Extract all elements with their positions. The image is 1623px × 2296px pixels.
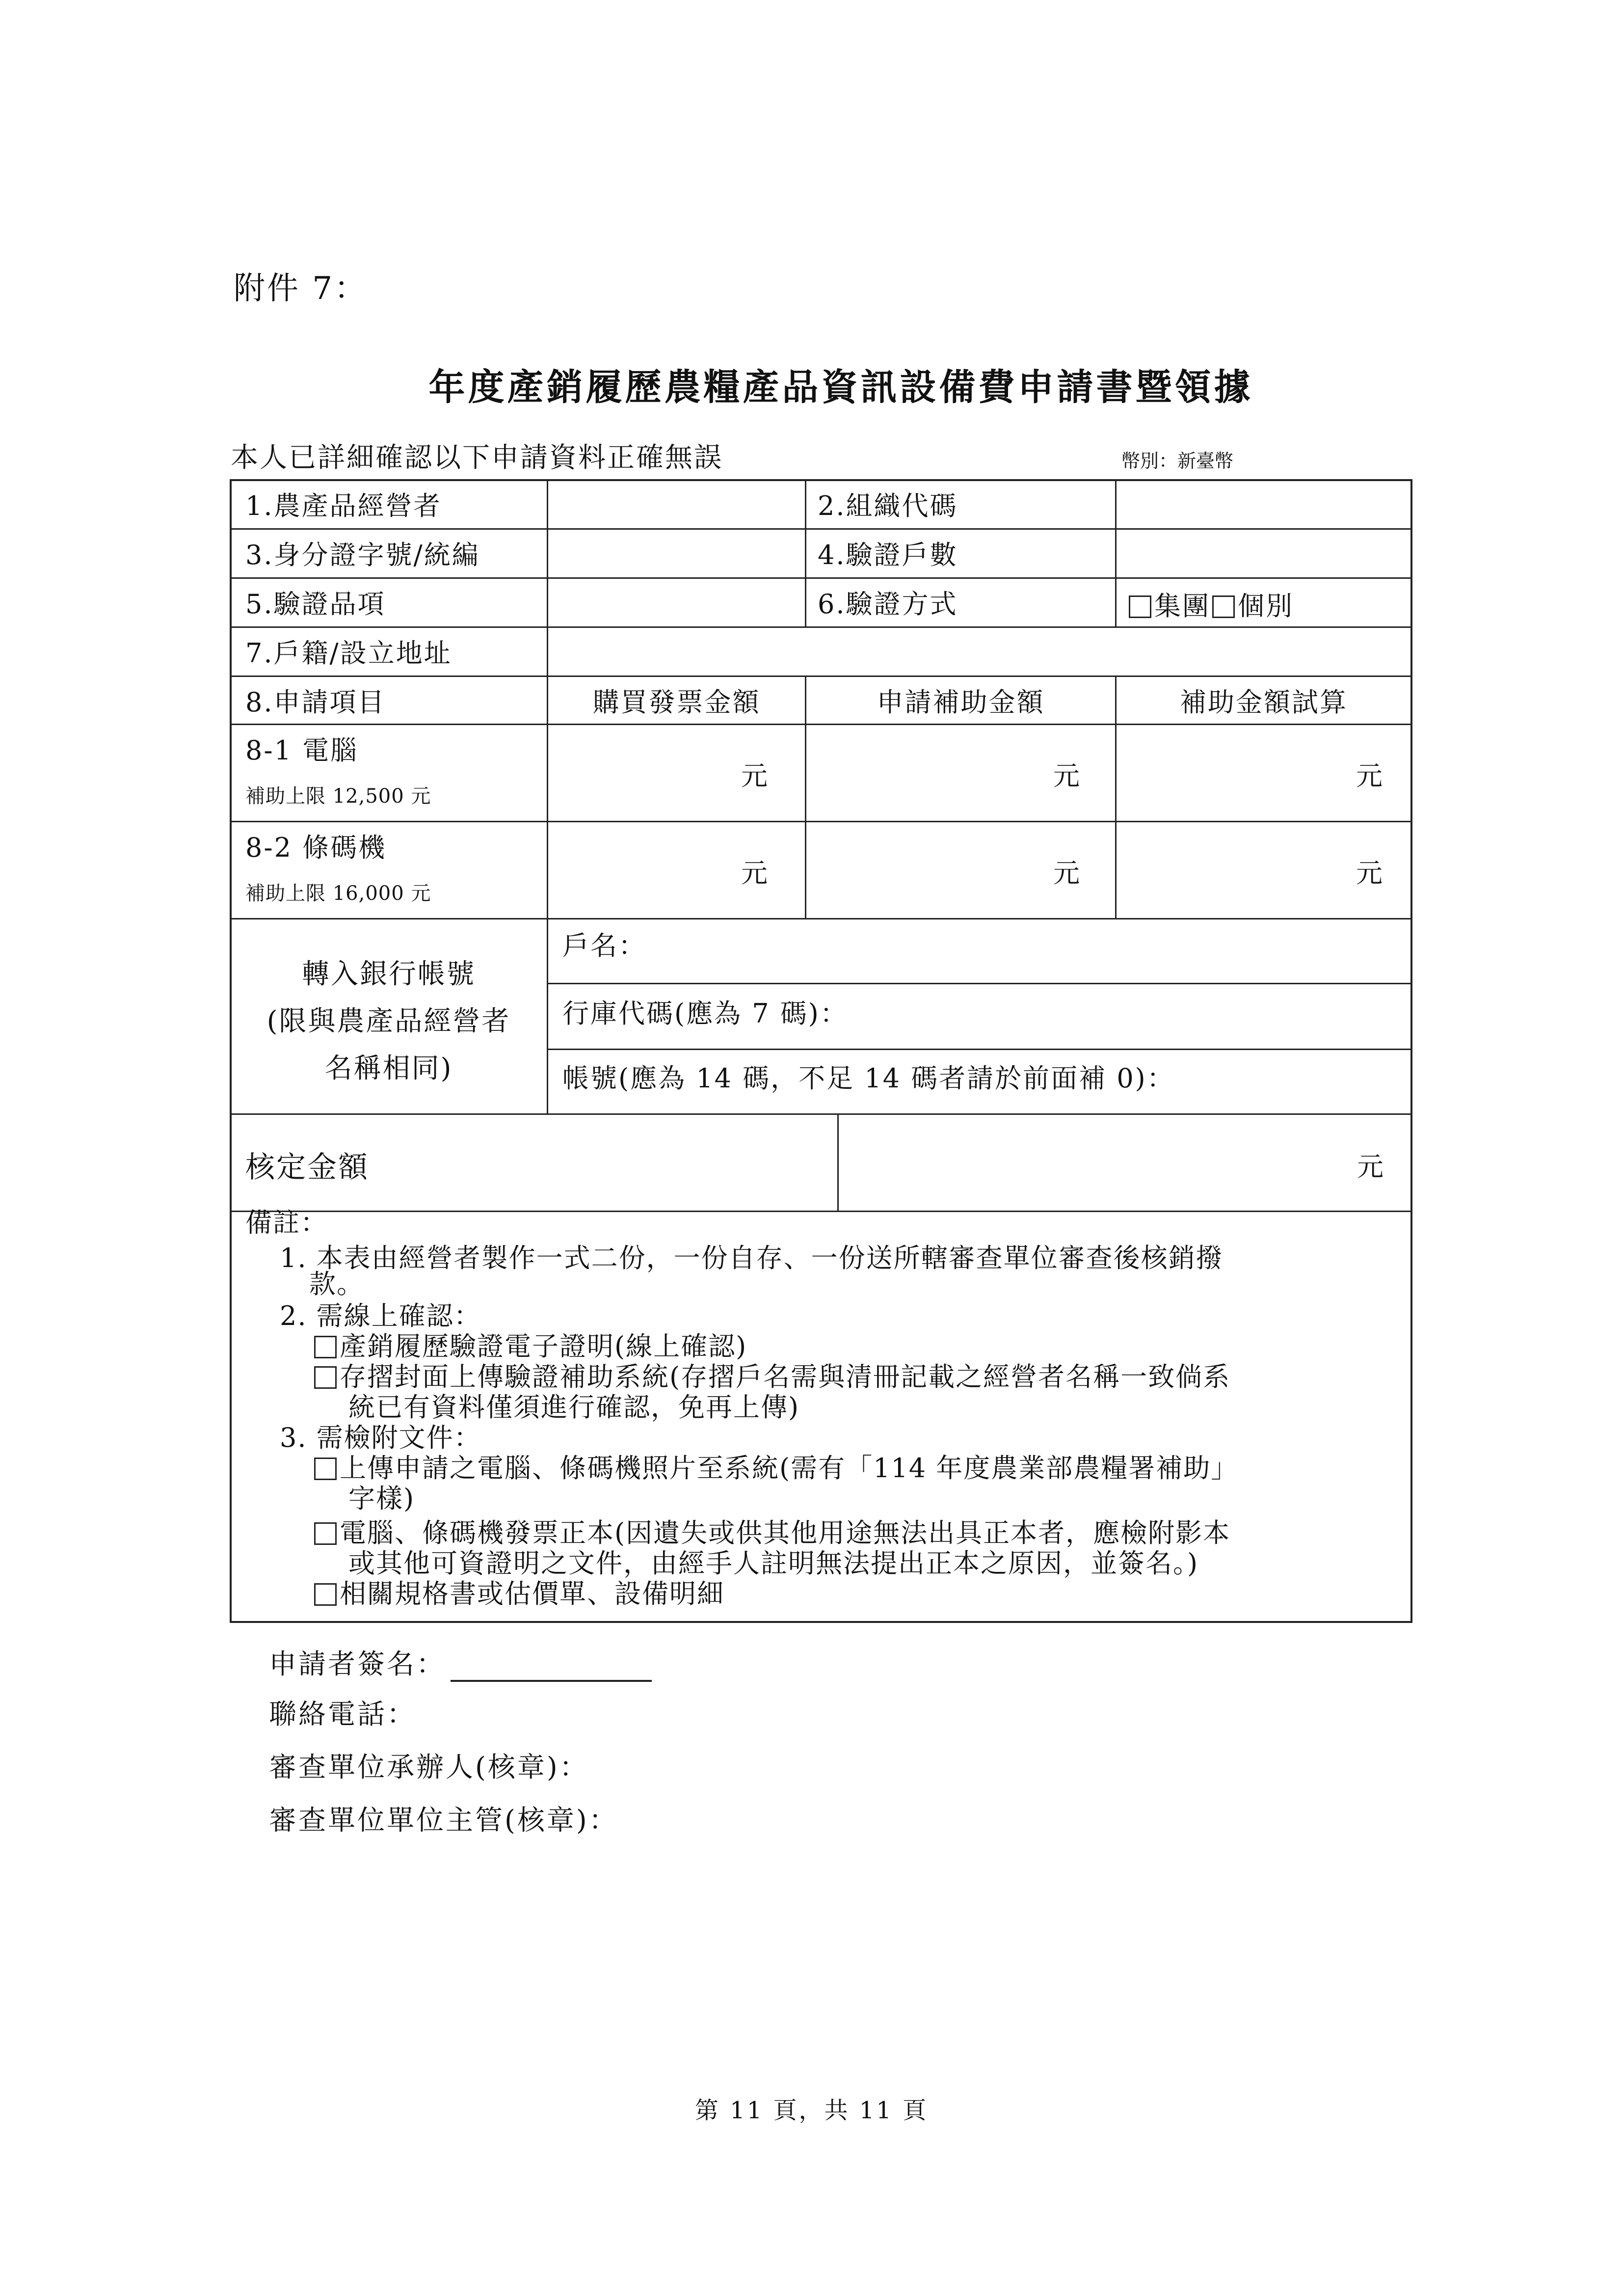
applicant-signature-line[interactable] <box>451 1655 652 1682</box>
note-2-item-b <box>245 1362 1238 1392</box>
item-computer-name: 8-1 電腦 <box>245 735 359 766</box>
bank-label-line3: 名稱相同) <box>324 1053 453 1084</box>
computer-subsidy-request[interactable]: 元 <box>1053 760 1081 791</box>
passbook-checkbox[interactable] <box>314 1366 337 1389</box>
note-1-line-1: 1. 本表由經營者製作一式二份，一份自存、一份送所轄審查單位審查後核銷撥 <box>280 1243 1224 1273</box>
apply-items-label: 8.申請項目 <box>245 687 386 718</box>
note-3-item-b-text: 電腦、條碼機發票正本(因遺失或供其他用途無法出具正本者，應檢附影本 <box>340 1517 1231 1548</box>
notes-heading: 備註： <box>245 1207 328 1238</box>
id-number-input[interactable] <box>551 530 801 575</box>
item-barcode-limit: 補助上限 16,000 元 <box>245 882 431 905</box>
cert-method-options <box>1129 585 1294 623</box>
note-2-item-a-text: 產銷履歷驗證電子證明(線上確認) <box>340 1331 747 1362</box>
bank-label-line2: (限與農產品經營者 <box>266 1005 511 1037</box>
computer-subsidy-calc[interactable]: 元 <box>1356 760 1384 791</box>
note-3-item-c-text: 相關規格書或估價單、設備明細 <box>340 1578 724 1609</box>
page-number: 第 11 頁，共 11 頁 <box>694 2097 929 2124</box>
note-3-heading: 3. 需檢附文件： <box>280 1422 481 1453</box>
subsidy-request-column-header: 申請補助金額 <box>877 687 1045 718</box>
org-code-input[interactable] <box>1119 481 1409 526</box>
account-number-field[interactable]: 帳號(應為 14 碼，不足 14 碼者請於前面補 0)： <box>562 1063 1175 1094</box>
attachment-label: 附件 7： <box>234 270 368 307</box>
invoice-column-header: 購買發票金額 <box>592 687 761 718</box>
reviewer-stamp-label: 審查單位承辦人(核章)： <box>269 1752 589 1783</box>
bank-label-line1: 轉入銀行帳號 <box>302 958 476 990</box>
operator-label: 1.農產品經營者 <box>245 490 442 521</box>
applicant-signature-label: 申請者簽名： <box>269 1648 446 1680</box>
note-3-item-a <box>245 1453 1238 1484</box>
barcode-invoice-amount[interactable]: 元 <box>741 858 769 889</box>
page-title: 年度產銷履歷農糧產品資訊設備費申請書暨領據 <box>428 366 1253 408</box>
note-3-item-a-line-2: 字樣) <box>348 1483 415 1514</box>
cert-method-label: 6.驗證方式 <box>818 589 958 620</box>
group-option-label: 集團 <box>1154 591 1210 621</box>
note-3-item-c <box>245 1579 1238 1609</box>
cert-items-input[interactable] <box>551 579 801 624</box>
barcode-subsidy-calc[interactable]: 元 <box>1356 858 1384 889</box>
note-2-item-b-line-2: 統已有資料僅須進行確認，免再上傳) <box>348 1392 800 1423</box>
currency-label: 幣別：新臺幣 <box>1121 450 1234 472</box>
barcode-subsidy-request[interactable]: 元 <box>1053 858 1081 889</box>
individual-checkbox[interactable] <box>1212 595 1235 618</box>
spec-sheet-checkbox[interactable] <box>314 1583 337 1606</box>
subsidy-calc-column-header: 補助金額試算 <box>1180 687 1348 718</box>
address-label: 7.戶籍/設立地址 <box>245 638 452 669</box>
ecert-checkbox[interactable] <box>314 1336 337 1358</box>
photo-upload-checkbox[interactable] <box>314 1458 337 1480</box>
contact-phone-label: 聯絡電話： <box>269 1699 416 1730</box>
invoice-original-checkbox[interactable] <box>314 1522 337 1545</box>
cert-households-label: 4.驗證戶數 <box>818 540 958 570</box>
note-2-item-a <box>245 1331 1238 1362</box>
note-2-heading: 2. 需線上確認： <box>280 1300 481 1331</box>
id-number-label: 3.身分證字號/統編 <box>245 540 480 570</box>
group-checkbox[interactable] <box>1129 595 1151 618</box>
operator-input[interactable] <box>551 481 801 526</box>
bank-code-field[interactable]: 行庫代碼(應為 7 碼)： <box>562 998 848 1029</box>
notes-section <box>245 1208 1238 1609</box>
approved-amount-value[interactable]: 元 <box>1357 1151 1385 1182</box>
note-3-item-b-line-2: 或其他可資證明之文件，由經手人註明無法提出正本之原因，並簽名。) <box>348 1548 1199 1579</box>
note-3-item-a-text: 上傳申請之電腦、條碼機照片至系統(需有「114 年度農業部農糧署補助」 <box>340 1453 1239 1484</box>
computer-invoice-amount[interactable]: 元 <box>741 760 769 791</box>
applicant-signature-row <box>269 1643 652 1682</box>
cert-items-label: 5.驗證品項 <box>245 589 386 620</box>
item-computer-limit: 補助上限 12,500 元 <box>245 785 431 808</box>
supervisor-stamp-label: 審查單位單位主管(核章)： <box>269 1805 618 1837</box>
confirm-statement: 本人已詳細確認以下申請資料正確無誤 <box>231 442 723 474</box>
note-2-item-b-text: 存摺封面上傳驗證補助系統(存摺戶名需與清冊記載之經營者名稱一致倘系 <box>340 1361 1231 1392</box>
address-input[interactable] <box>551 628 1410 674</box>
account-name-field[interactable]: 戶名： <box>562 930 646 961</box>
note-3-item-b <box>245 1518 1238 1548</box>
approved-amount-label: 核定金額 <box>245 1150 369 1185</box>
org-code-label: 2.組織代碼 <box>818 490 958 521</box>
item-barcode-name: 8-2 條碼機 <box>245 832 387 863</box>
note-1-line-2: 款。 <box>309 1269 364 1299</box>
individual-option-label: 個別 <box>1238 591 1294 621</box>
cert-households-input[interactable] <box>1119 530 1409 575</box>
